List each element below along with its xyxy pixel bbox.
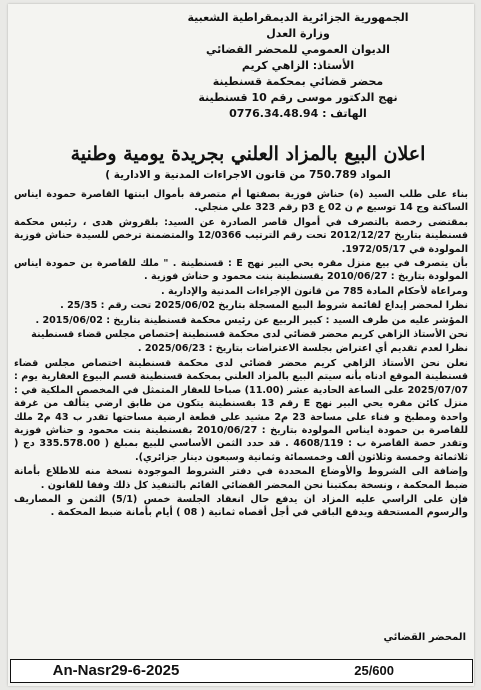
header-line-office: الديوان العمومي للمحضر القضائي bbox=[206, 43, 390, 56]
paragraph-deposit: نظرا لمحضر إيداع لقائمة شروط البيع المسجلة بتاريخ 2025/06/02 تحت رقم : 25/35 . bbox=[60, 300, 468, 312]
header-line-court: محضر قضائي بمحكمة قسنطينة bbox=[212, 75, 384, 88]
paragraph-conditions: وإضافة الى الشروط والأوضاع المحددة في دفتر الشروط الموجودة نسخة منه للاطلاع بأمانة ضبط المحكمة ، ونسخة بمكتبنا نحن المحضر القضائي القائم بالتنفيذ كل ذلك وفقا للقانون . bbox=[14, 466, 468, 491]
paragraph-property: بأن يتصرف في بيع منزل مقره يحي البير نهج E : قسنطينة . " ملك للقاصرة بن حمودة ايناس المولودة بتاريخ : 2010/06/27 بقسنطينة بنت محمود و حناش فوزية . bbox=[14, 258, 468, 283]
notice-header bbox=[128, 10, 468, 122]
newspaper-reference: An-Nasr29-6-2025 bbox=[10, 659, 222, 683]
notice-body bbox=[14, 188, 468, 521]
paragraph-payment: فإن على الراسي عليه المزاد ان يدفع حال انعقاد الجلسة خمس (5/1) الثمن و المصاريف والرسوم المستحقة ويدفع الباقي في أجل أقصاه ثمانية ( 08 ) أيام بأمانة ضبط المحكمة . bbox=[14, 493, 468, 519]
page-reference: 25/600 bbox=[354, 663, 394, 678]
paragraph-request: بناء على طلب السيد (ة) حناش فوزية بصفتها أم متصرفة بأموال ابنتها القاصرة حمودة ايناس الساكنة وج 14 توسيع م ن 02 ع p3 رقم 323 علي منجلي. bbox=[14, 189, 468, 214]
paragraph-objection: نظرا لعدم تقديم أي اعتراض بجلسة الاعتراضات بتاريخ : 2025/06/23 . bbox=[137, 343, 468, 355]
paragraph-article: ومراعاة لأحكام المادة 785 من قانون الإجراءات المدنية والإدارية . bbox=[161, 285, 468, 297]
page-reference-box bbox=[220, 659, 473, 683]
header-line-ministry: وزارة العدل bbox=[266, 27, 330, 40]
signature-label: المحضر القضائي bbox=[383, 632, 466, 643]
paragraph-authorization: بمقتضى رخصة بالتصرف في أموال قاصر الصادرة عن السيد: بلقروش هدى ، رئيس محكمة قسنطينة بتاريخ 2012/12/27 تحت رقم الترتيب 12/0366 والمتضمنة ترخص للسيدة حناش فوزية المولودة في 1972/05/17. bbox=[14, 216, 468, 255]
header-line-phone: الهاتف : 0776.34.48.94 bbox=[229, 107, 367, 120]
header-line-address: نهج الدكتور موسى رقم 10 قسنطينة bbox=[198, 91, 398, 104]
notice-title: اعلان البيع بالمزاد العلني بجريدة يومية وطنية bbox=[70, 143, 426, 165]
paragraph-auction: نعلن نحن الأستاذ الزاهي كريم محضر قضائي لدى محكمة قسنطينة اختصاص مجلس قضاء قسنطينة الموقع ادناه بأنه سيتم البيع بالمزاد العلني بمحكمة قسنطينة قسم البيوع العقارية يوم : 2025/07/07 على الساعة الحادية عشر (11.00) صباحا للعقار المتمثل في المخصص الملكية في : منزل كائن مقره يحي البير نهج E رقم 13 بقسنطينة يتكون من طابق ارضي يتألف من غرفة واحدة ومطبخ و فناء على مساحة 23 م2 مشيد على قطعة ارضية مساحتها تقدر ب 43 م2 ملك للقاصرة بن حمودة ايناس المولودة بتاريخ : 2010/06/27 بقسنطينة بنت محمود و حناش فوزية وتقدر حصة القاصرة ب : 4608/119 . قد حدد الثمن الأساسي للبيع بمبلغ ( 335.578.00 دج ( ثلاثمائة وخمسة وثلاثون ألف وخمسمائة وثمانية وسبعون دينار جزائري). bbox=[14, 357, 468, 463]
paragraph-bailiff: نحن الأستاذ الزاهي كريم محضر قضائي لدى محكمة قسنطينة إختصاص مجلس قضاء قسنطينة bbox=[31, 329, 468, 341]
header-line-republic: الجمهورية الجزائرية الديمقراطية الشعبية bbox=[187, 11, 409, 24]
legal-notice-page bbox=[8, 4, 474, 686]
paragraph-endorsement: المؤشر عليه من طرف السيد : كبير الربيع عن رئيس محكمة قسنطينة بتاريخ : 2015/06/02 . bbox=[35, 314, 468, 326]
header-line-name: الأستاذ: الزاهي كريم bbox=[241, 59, 355, 72]
notice-subtitle: المواد 750.789 من قانون الاجراءات المدنية و الادارية ) bbox=[105, 169, 391, 181]
